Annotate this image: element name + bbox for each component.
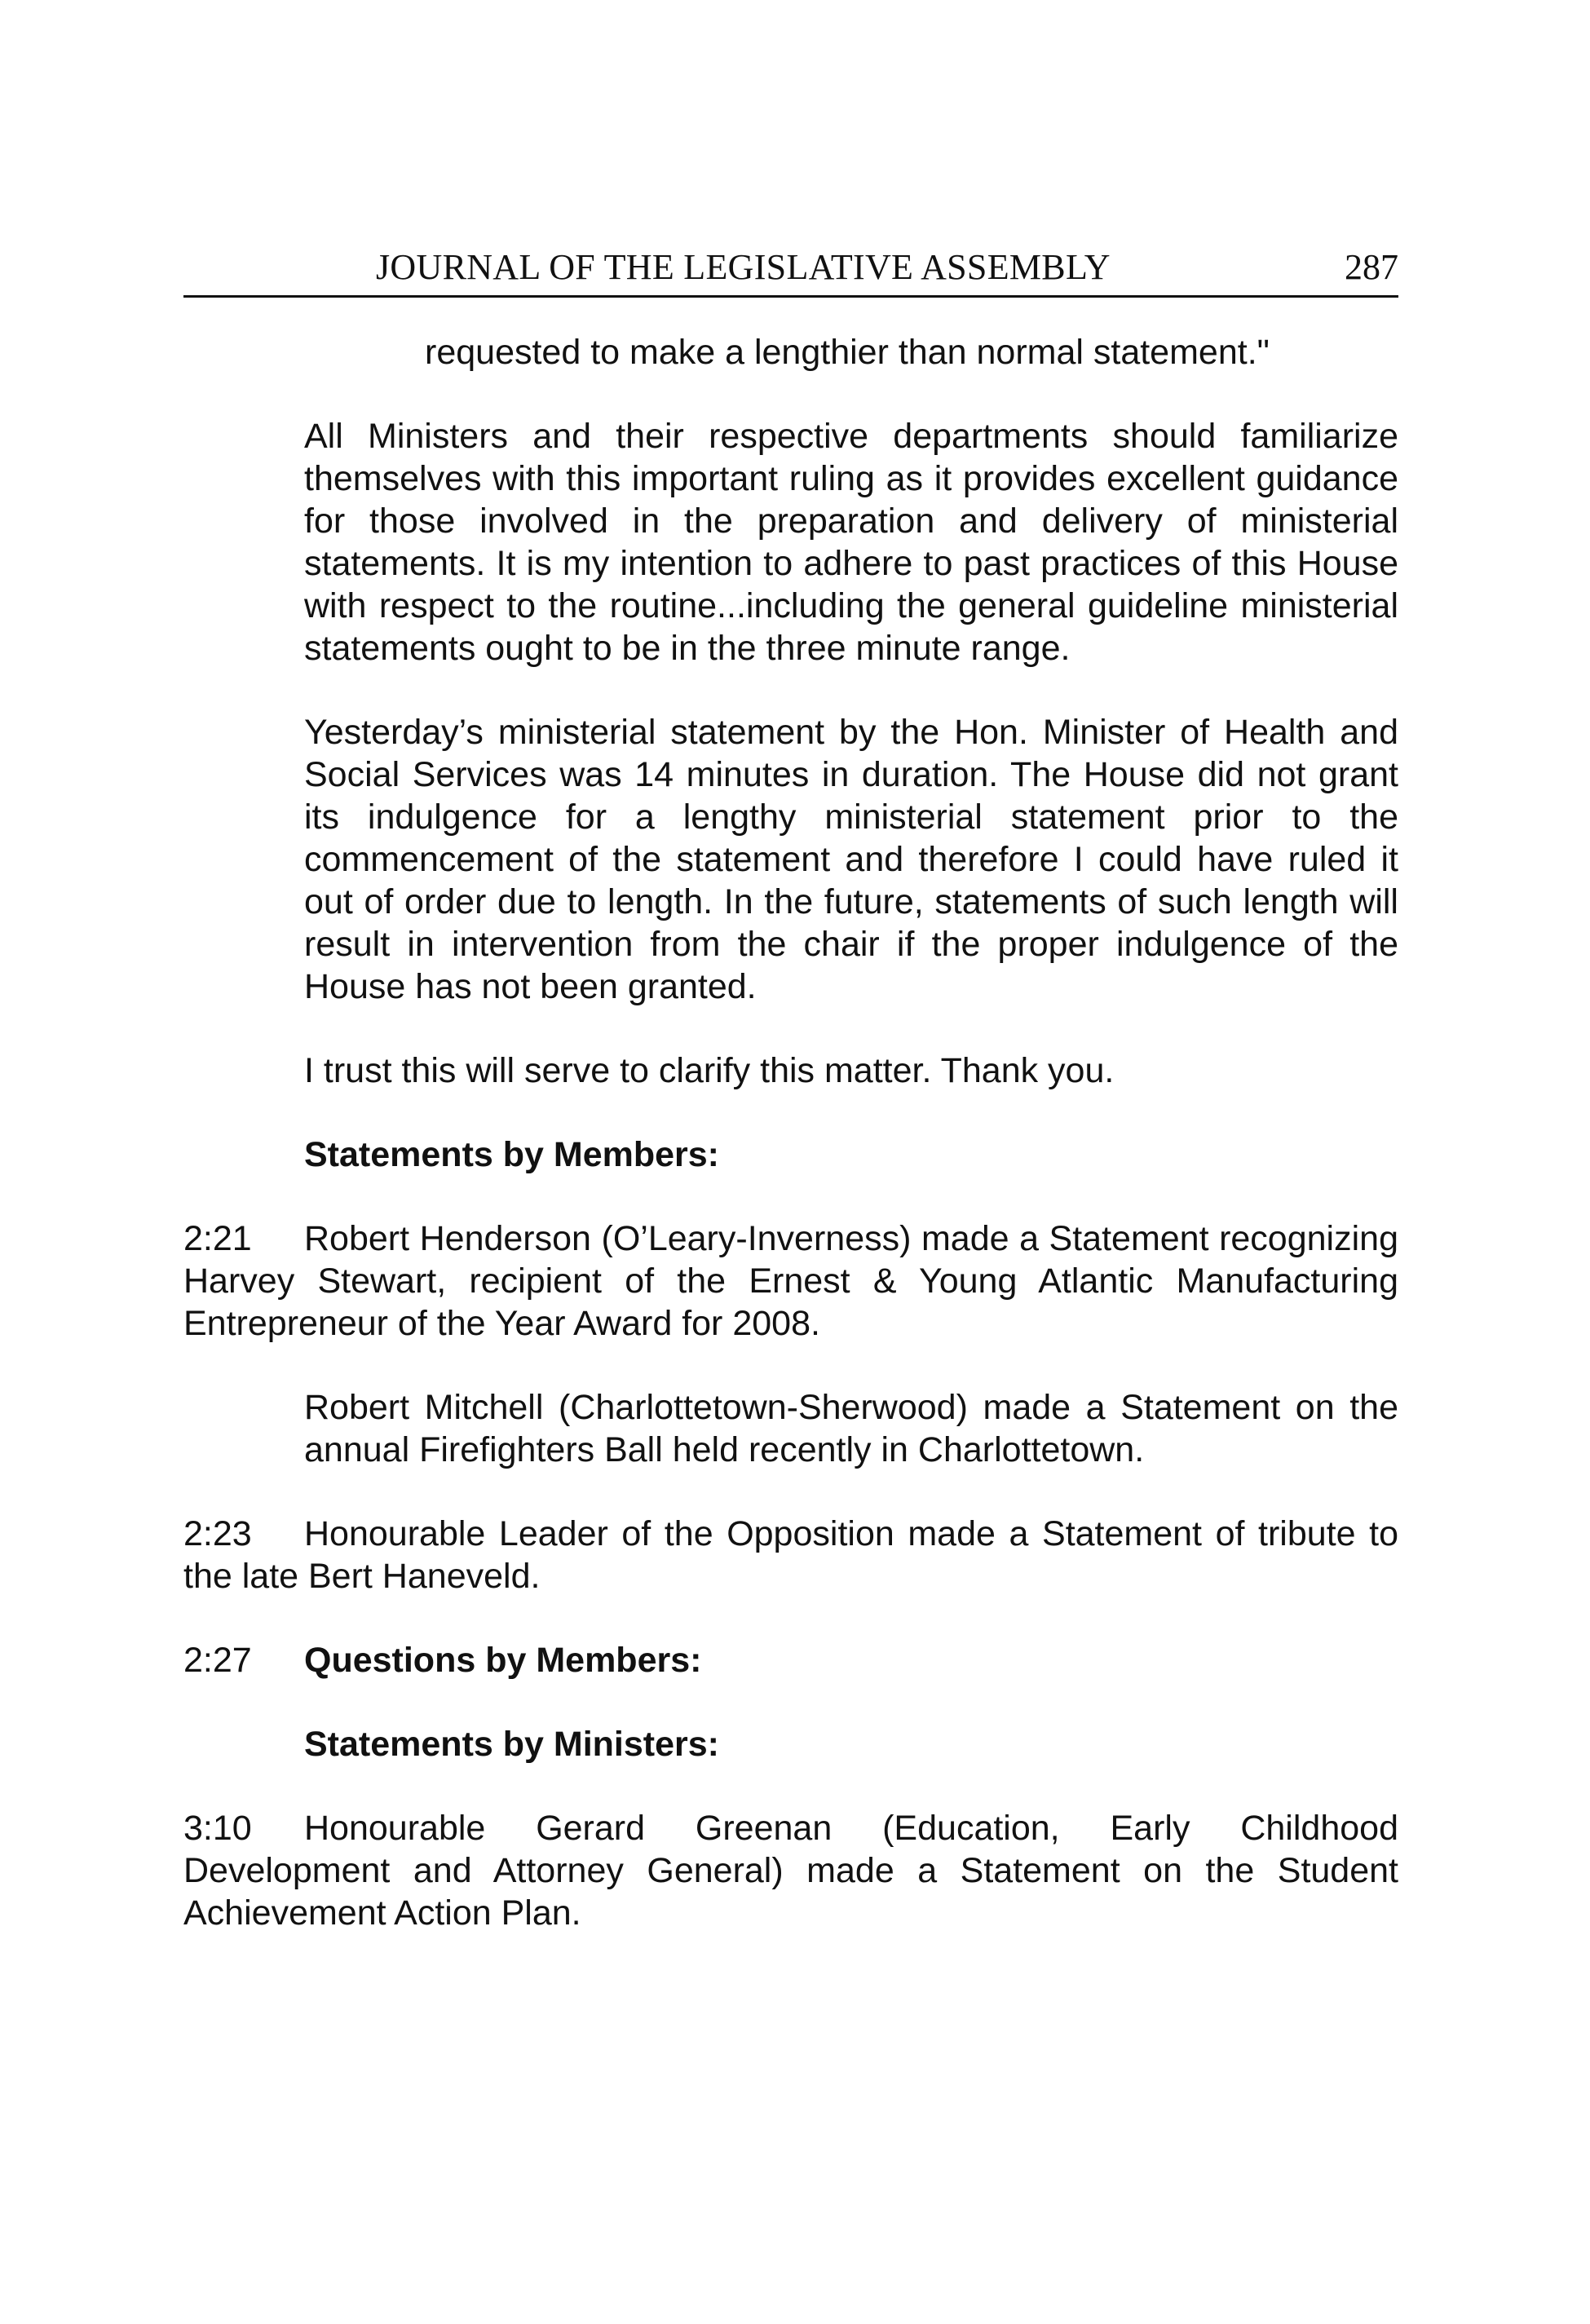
paragraph-yesterday-statement: Yesterday’s ministerial statement by the Hon. Minister of Health and Social Services was 14 minutes in duration. The House did not grant its indulgence for a lengthy ministerial statement prior to the commencement of the statement and therefore I could have ruled it out of order due to length. In the future, statements of such length will result in intervention from the chair if the proper indulgence of the House has not been granted. bbox=[304, 713, 1398, 1006]
paragraph-mitchell-statement: Robert Mitchell (Charlottetown-Sherwood) made a Statement on the annual Firefighters Ball held recently in Charlottetown. bbox=[304, 1388, 1398, 1469]
entry-3-10 bbox=[183, 1807, 1398, 1934]
journal-title: JOURNAL OF THE LEGISLATIVE ASSEMBLY bbox=[376, 247, 1111, 287]
entry-time: 3:10 bbox=[183, 1809, 252, 1848]
entry-text: Robert Henderson (O’Leary-Inverness) made a Statement recognizing Harvey Stewart, recipient of the Ernest & Young Atlantic Manufacturing Entrepreneur of the Year Award for 2008. bbox=[183, 1219, 1398, 1343]
entry-time: 2:27 bbox=[183, 1641, 252, 1680]
entry-2-21 bbox=[183, 1217, 1398, 1345]
paragraph-ministers-ruling: All Ministers and their respective departments should familiarize themselves with this important ruling as it provides excellent guidance for those involved in the preparation and delivery of ministerial statements. It is my intention to adhere to past practices of this House with respect to the routine...including the general guideline ministerial statements ought to be in the three minute range. bbox=[304, 417, 1398, 668]
quote-continuation: requested to make a lengthier than normal statement." bbox=[425, 333, 1270, 372]
heading-statements-by-ministers: Statements by Ministers: bbox=[304, 1725, 719, 1764]
entry-2-23 bbox=[183, 1513, 1398, 1597]
entry-2-27 bbox=[183, 1639, 1398, 1681]
running-header bbox=[183, 245, 1398, 298]
entry-text: Honourable Gerard Greenan (Education, Early Childhood Development and Attorney General) made a Statement on the Student Achievement Action Plan. bbox=[183, 1809, 1398, 1933]
page-body bbox=[183, 331, 1398, 1934]
page-number: 287 bbox=[1345, 247, 1398, 287]
entry-time: 2:21 bbox=[183, 1219, 252, 1258]
entry-time: 2:23 bbox=[183, 1514, 252, 1553]
heading-questions-by-members: Questions by Members: bbox=[304, 1641, 702, 1680]
paragraph-clarify: I trust this will serve to clarify this matter. Thank you. bbox=[304, 1051, 1115, 1090]
heading-statements-by-members: Statements by Members: bbox=[304, 1135, 719, 1174]
entry-text: Honourable Leader of the Opposition made a Statement of tribute to the late Bert Haneveld. bbox=[183, 1514, 1398, 1596]
